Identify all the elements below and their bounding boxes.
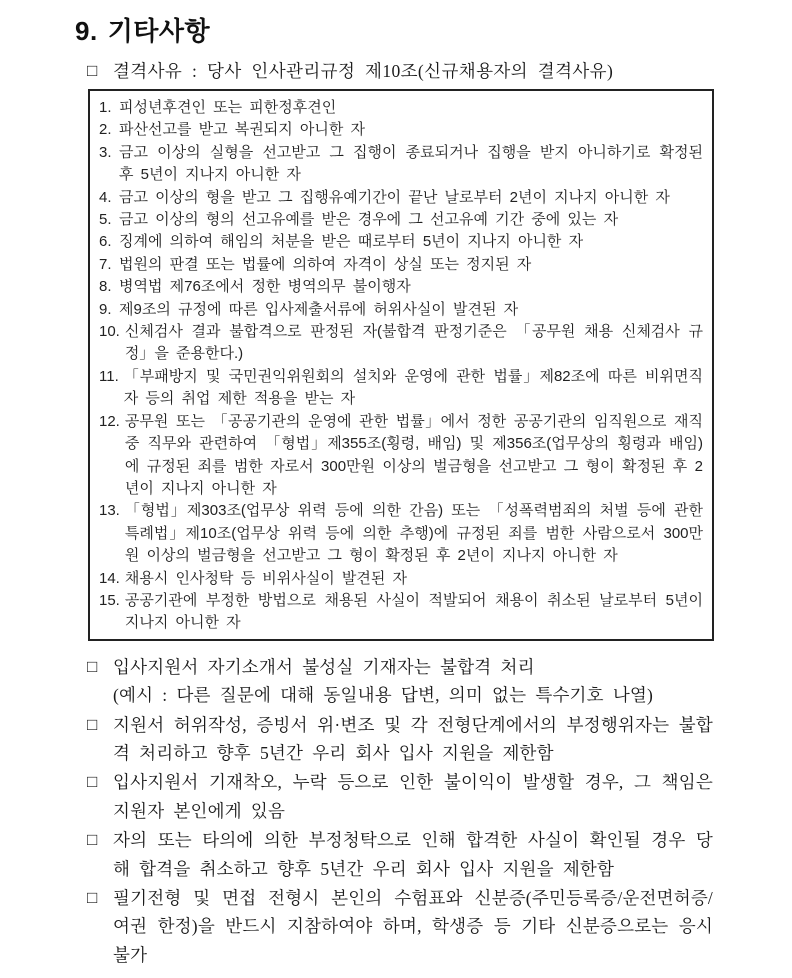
item-number: 1. — [99, 99, 112, 116]
item-number: 7. — [99, 255, 112, 273]
note-body — [113, 884, 713, 969]
list-item — [99, 568, 703, 590]
note-body — [113, 653, 713, 710]
item-number: 5. — [99, 211, 112, 229]
item-text: 「부패방지 및 국민권익위원회의 설치와 운영에 관한 법률」제82조에 따른 비위면직자 등의 취업 제한 적용을 받는 자 — [123, 367, 703, 408]
item-text: 채용시 인사청탁 등 비위사실이 발견된 자 — [124, 569, 408, 587]
list-item — [99, 299, 703, 321]
item-text: 공공기관에 부정한 방법으로 채용된 사실이 적발되어 채용이 취소된 날로부터 5년이 지나지 아니한 자 — [124, 591, 703, 632]
item-number: 15. — [99, 591, 120, 609]
item-text: 공무원 또는 「공공기관의 운영에 관한 법률」에서 정한 공공기관의 임직원으로 재직 중 직무와 관련하여 「형법」제355조(횡령, 배임) 및 제356조(업무상의 횡령과 배임)에 규정된 죄를 범한 자로서 300만원 이상의 벌금형을 선고받고 그 형이 확정된 후 2년이 지나지 아니한 자 — [124, 412, 703, 497]
list-item — [99, 366, 703, 411]
note-text: 입사지원서 기재착오, 누락 등으로 인한 불이익이 발생할 경우, 그 책임은 지원자 본인에게 있음 — [113, 772, 713, 821]
item-number: 2. — [99, 121, 112, 139]
list-item — [99, 97, 703, 119]
notes-section — [87, 653, 713, 969]
list-item — [99, 142, 703, 187]
checkbox-icon: □ — [87, 772, 98, 792]
note-text: 지원서 허위작성, 증빙서 위·변조 및 각 전형단계에서의 부정행위자는 불합격 처리하고 향후 5년간 우리 회사 입사 지원을 제한함 — [113, 714, 713, 763]
item-number: 6. — [99, 233, 112, 251]
note-body — [113, 826, 713, 883]
item-text: 「형법」제303조(업무상 위력 등에 의한 간음) 또는 「성폭력범죄의 처벌 등에 관한 특례법」제10조(업무상 위력 등에 의한 추행)에 규정된 죄를 범한 사람으로서 300만원 이상의 벌금형을 선고받고 그 형이 확정된 후 2년이 지나지 아니한 자 — [124, 502, 703, 565]
item-number: 12. — [99, 412, 120, 430]
item-text: 금고 이상의 실형을 선고받고 그 집행이 종료되거나 집행을 받지 아니하기로 확정된 후 5년이 지나지 아니한 자 — [119, 143, 703, 184]
item-number: 13. — [99, 502, 120, 520]
item-number: 10. — [99, 323, 120, 341]
checkbox-icon: □ — [87, 61, 98, 80]
note-item — [87, 653, 713, 710]
section-title — [75, 16, 792, 46]
checkbox-icon: □ — [87, 888, 98, 907]
list-item — [99, 119, 703, 141]
disqualification-heading — [87, 59, 713, 83]
item-text: 병역법 제76조에서 정한 병역의무 불이행자 — [119, 278, 411, 296]
item-text: 파산선고를 받고 복권되지 아니한 자 — [119, 121, 366, 139]
item-text: 금고 이상의 형의 선고유예를 받은 경우에 그 선고유예 기간 중에 있는 자 — [119, 211, 619, 229]
item-number: 14. — [99, 569, 120, 587]
note-text: 필기전형 및 면접 전형시 본인의 수험표와 신분증(주민등록증/운전면허증/여권 한정)을 반드시 지참하여야 하며, 학생증 등 기타 신분증으로는 응시 불가 — [113, 888, 713, 965]
item-number: 8. — [99, 278, 112, 296]
note-item — [87, 826, 713, 883]
item-text: 징계에 의하여 해임의 처분을 받은 때로부터 5년이 지나지 아니한 자 — [119, 233, 584, 251]
item-text: 신체검사 결과 불합격으로 판정된 자(불합격 판정기준은 「공무원 채용 신체검사 규정」을 준용한다.) — [124, 323, 703, 363]
list-item — [99, 411, 703, 501]
section-title-text: 기타사항 — [107, 16, 211, 46]
list-item — [99, 254, 703, 276]
note-text: 입사지원서 자기소개서 불성실 기재자는 불합격 처리 — [113, 656, 535, 677]
list-item — [99, 209, 703, 231]
disqualification-heading-text: 결격사유 : 당사 인사관리규정 제10조(신규채용자의 결격사유) — [113, 61, 614, 81]
checkbox-icon: □ — [87, 714, 98, 734]
section-number: 9. — [75, 16, 98, 46]
note-text: 자의 또는 타의에 의한 부정청탁으로 인해 합격한 사실이 확인될 경우 당해 합격을 취소하고 향후 5년간 우리 회사 입사 지원을 제한함 — [113, 830, 713, 879]
checkbox-icon: □ — [87, 656, 98, 676]
list-item — [99, 500, 703, 567]
list-item — [99, 231, 703, 253]
note-body — [113, 711, 713, 768]
item-text: 금고 이상의 형을 받고 그 집행유예기간이 끝난 날로부터 2년이 지나지 아니한 자 — [119, 188, 670, 206]
item-text: 법원의 판결 또는 법률에 의하여 자격이 상실 또는 정지된 자 — [119, 255, 532, 273]
disqualification-list-box — [88, 89, 714, 641]
item-number: 9. — [99, 300, 112, 318]
list-item — [99, 590, 703, 635]
item-number: 3. — [99, 143, 112, 161]
note-item — [87, 884, 713, 969]
item-number: 4. — [99, 188, 112, 206]
list-item — [99, 321, 703, 366]
note-body — [113, 768, 713, 825]
list-item — [99, 187, 703, 209]
checkbox-icon: □ — [87, 830, 98, 850]
note-item — [87, 711, 713, 768]
item-text: 제9조의 규정에 따른 입사제출서류에 허위사실이 발견된 자 — [119, 300, 519, 318]
item-number: 11. — [99, 367, 119, 385]
list-item — [99, 276, 703, 298]
note-example-text: (예시 : 다른 질문에 대해 동일내용 답변, 의미 없는 특수기호 나열) — [113, 685, 654, 706]
item-text: 피성년후견인 또는 피한정후견인 — [119, 99, 337, 116]
note-item — [87, 768, 713, 825]
